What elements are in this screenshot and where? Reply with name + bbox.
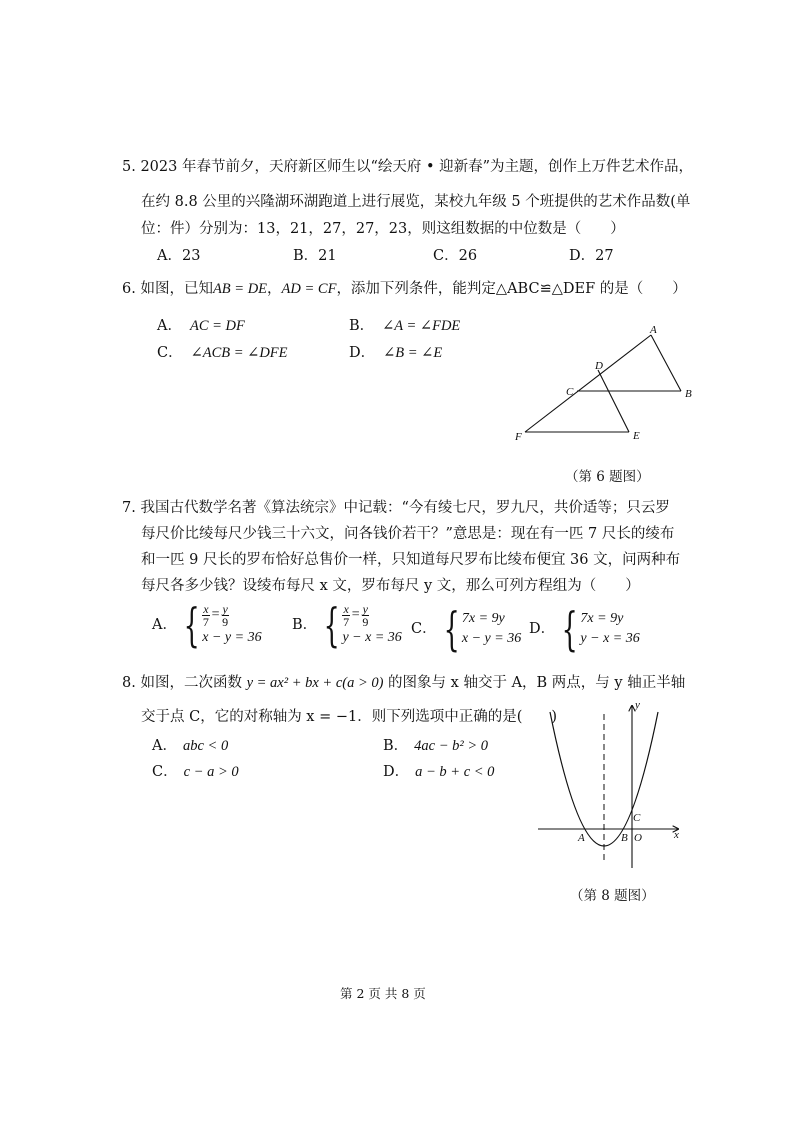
- label-c: C: [566, 386, 574, 398]
- q5-option-d: D．27: [569, 248, 614, 264]
- q7-line4: 每尺各多少钱？设绫布每尺 x 文，罗布每尺 y 文，那么可列方程组为（ ）: [141, 578, 640, 594]
- q6-prefix: 6. 如图，已知: [122, 281, 213, 297]
- label-b: B: [685, 388, 692, 400]
- label-y: y: [635, 700, 640, 711]
- q8-function: y = ax² + bx + c(a > 0): [246, 675, 384, 691]
- line-de: [598, 370, 629, 432]
- label-b: B: [621, 832, 628, 844]
- q5-option-c: C．26: [433, 248, 478, 264]
- q5-line2: 在约 8.8 公里的兴隆湖环湖跑道上进行展览，某校九年级 5 个班提供的艺术作品数(单: [141, 194, 691, 210]
- line-af: [525, 335, 651, 432]
- q6-caption: （第 6 题图）: [565, 469, 650, 485]
- q5-option-a: A．23: [157, 248, 201, 264]
- q8-figure: [530, 700, 690, 872]
- q6-suffix: ，添加下列条件，能判定△ABC≌△DEF 的是（ ）: [336, 281, 687, 297]
- q7-option-a: A． { $\frac{x}{7}$ = $\frac{y}{9}$ x − y = 36: [152, 598, 262, 652]
- label-e: E: [633, 430, 640, 442]
- q6-sep: ，: [267, 281, 282, 297]
- label-x: x: [674, 829, 679, 841]
- label-c: C: [633, 812, 641, 824]
- label-d: D: [595, 360, 603, 372]
- q8-option-c: C． c − a > 0: [152, 764, 239, 780]
- q5-option-b: B．21: [293, 248, 337, 264]
- q6-cond2: AD = CF: [281, 281, 337, 297]
- q5-line1: 5. 2023 年春节前夕，天府新区师生以“绘天府 • 迎新春”为主题，创作上万件艺术作品，: [122, 159, 694, 175]
- q8-line2: 交于点 C，它的对称轴为 x = −1．则下列选项中正确的是( ): [141, 709, 558, 725]
- q7-line2: 每尺价比绫每尺少钱三十六文，问各钱价若干？”意思是：现在有一匹 7 尺长的绫布: [141, 526, 675, 542]
- q6-stem: [122, 279, 687, 299]
- q8-option-b: B． 4ac − b² > 0: [383, 738, 489, 754]
- label-f: F: [515, 431, 522, 443]
- label-a: A: [578, 832, 585, 844]
- page-footer: 第 2 页 共 8 页: [340, 986, 426, 1001]
- q8-option-a: A． abc < 0: [152, 738, 229, 754]
- q6-option-c: C． ∠ACB = ∠DFE: [157, 345, 288, 361]
- label-o: O: [634, 832, 642, 844]
- line-ab: [651, 335, 681, 391]
- q7-option-c: C． { 7x = 9y x − y = 36: [411, 602, 522, 656]
- q7-option-b: B． { $\frac{x}{7}$ = $\frac{y}{9}$ y − x = 36: [292, 598, 402, 652]
- q7-line1: 7. 我国古代数学名著《算法统宗》中记载：“今有绫七尺，罗九尺，共价适等；只云罗: [122, 500, 670, 516]
- q8-caption: （第 8 题图）: [570, 888, 655, 904]
- label-a: A: [650, 324, 657, 336]
- q8-line1: 8. 如图，二次函数 y = ax² + bx + c(a > 0) 的图象与 x 轴交于 A，B 两点，与 y 轴正半轴: [122, 675, 686, 691]
- q6-option-a: A． AC = DF: [157, 318, 245, 334]
- q6-option-d: D． ∠B = ∠E: [349, 345, 443, 361]
- q7-line3: 和一匹 9 尺长的罗布恰好总售价一样，只知道每尺罗布比绫布便宜 36 文，问两种布: [141, 552, 681, 568]
- q6-figure: [505, 322, 705, 447]
- q7-option-d: D． { 7x = 9y y − x = 36: [529, 602, 640, 656]
- q5-line3: 位：件）分别为：13，21，27，27，23，则这组数据的中位数是（ ）: [141, 221, 625, 237]
- q6-cond1: AB = DE: [212, 281, 268, 297]
- q8-option-d: D． a − b + c < 0: [383, 764, 495, 780]
- q6-option-b: B． ∠A = ∠FDE: [349, 318, 461, 334]
